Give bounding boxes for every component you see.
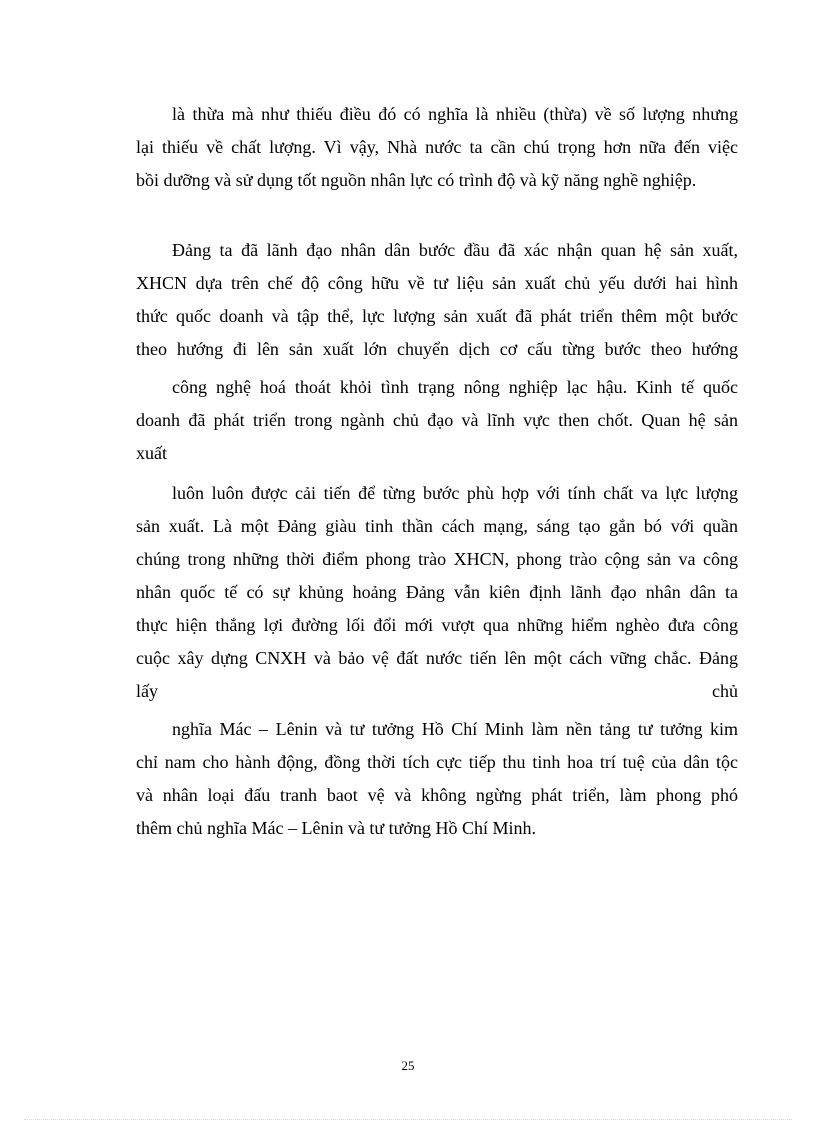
paragraph-line: nhân quốc tế có sự khủng hoảng Đảng vẫn kiên định lãnh đạo nhân dân ta bbox=[136, 582, 738, 602]
paragraph-line: thức quốc doanh và tập thể, lực lượng sản xuất đã phát triển thêm một bước bbox=[136, 306, 738, 326]
paragraph-line: Đảng ta đã lãnh đạo nhân dân bước đầu đã xác nhận quan hệ sản xuất, bbox=[172, 240, 738, 260]
paragraph-line: cuộc xây dựng CNXH và bảo vệ đất nước tiến lên một cách vững chắc. Đảng bbox=[136, 648, 738, 668]
paragraph-line: sản xuất. Là một Đảng giàu tinh thần cách mạng, sáng tạo gắn bó với quần bbox=[136, 516, 738, 536]
paragraph-line: chỉ nam cho hành động, đồng thời tích cực tiếp thu tinh hoa trí tuệ của dân tộc bbox=[136, 752, 738, 772]
paragraph-line: là thừa mà như thiếu điều đó có nghĩa là nhiều (thừa) về số lượng nhưng bbox=[172, 104, 738, 124]
paragraph-line: luôn luôn được cải tiến để từng bước phù hợp với tính chất va lực lượng bbox=[172, 483, 738, 503]
page-bottom-divider bbox=[24, 1119, 792, 1120]
paragraph-line: thực hiện thắng lợi đường lối đổi mới vượt qua những hiểm nghèo đưa công bbox=[136, 615, 738, 635]
paragraph-line: XHCN dựa trên chế độ công hữu về tư liệu sản xuất chủ yếu dưới hai hình bbox=[136, 273, 738, 293]
paragraph-line: thêm chủ nghĩa Mác – Lênin và tư tưởng Hồ Chí Minh. bbox=[136, 818, 536, 838]
paragraph-line: lấy chủ bbox=[136, 681, 738, 701]
page-number: 25 bbox=[401, 1058, 415, 1073]
paragraph-line: công nghệ hoá thoát khỏi tình trạng nông nghiệp lạc hậu. Kinh tế quốc bbox=[172, 377, 738, 397]
paragraph-line: doanh đã phát triển trong ngành chủ đạo và lĩnh vực then chốt. Quan hệ sản bbox=[136, 410, 738, 430]
paragraph-line: lại thiếu về chất lượng. Vì vậy, Nhà nước ta cần chú trọng hơn nữa đến việc bbox=[136, 137, 738, 157]
paragraph-line: chúng trong những thời điểm phong trào XHCN, phong trào cộng sản va công bbox=[136, 549, 738, 569]
paragraph-line: bồi dưỡng và sử dụng tốt nguồn nhân lực có trình độ và kỹ năng nghề nghiệp. bbox=[136, 170, 697, 190]
paragraph-line: nghĩa Mác – Lênin và tư tưởng Hồ Chí Minh làm nền tảng tư tưởng kim bbox=[172, 719, 738, 739]
paragraph-line: xuất bbox=[136, 443, 167, 463]
paragraph-line: và nhân loại đấu tranh baot vệ và không ngừng phát triển, làm phong phó bbox=[136, 785, 738, 805]
paragraph-line: theo hướng đi lên sản xuất lớn chuyển dịch cơ cấu từng bước theo hướng bbox=[136, 339, 738, 359]
